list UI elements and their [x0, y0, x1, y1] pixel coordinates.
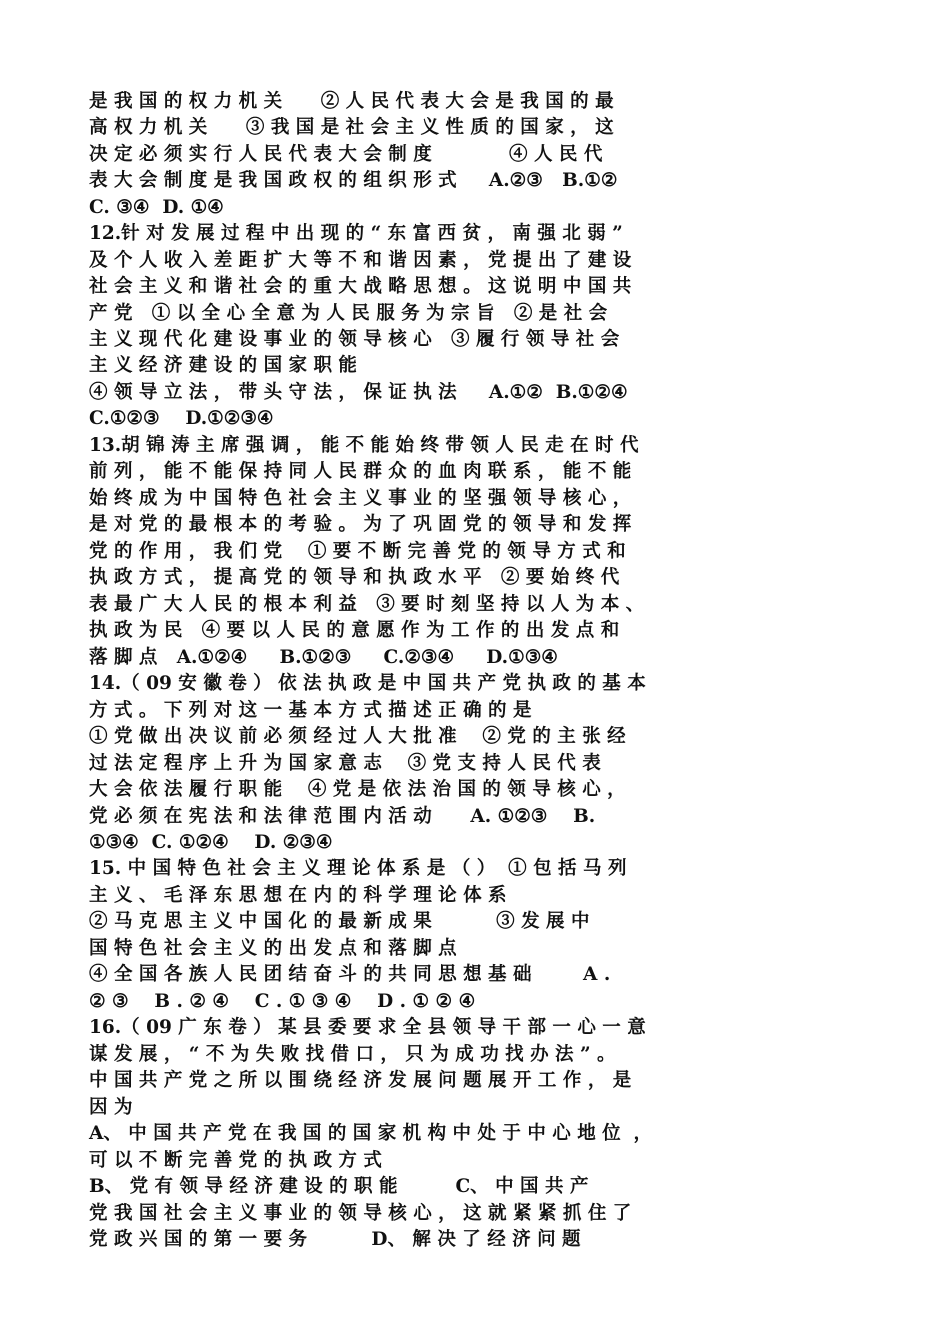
option-a: A、 中 国 共 产 党 在 我 国 的 国 家 机 构 中 处 于 中 心 地 位 ， [89, 1123, 653, 1144]
text-line: 中 国 共 产 党 之 所 以 围 绕 经 济 发 展 问 题 展 开 工 作 ， 是 [89, 1070, 632, 1091]
text-line: 党 的 作 用 ， 我 们 党 ① 要 不 断 完 善 党 的 领 导 方 式 和 [89, 541, 626, 562]
text-line: 谋 发 展 ， “ 不 为 失 败 找 借 口 ， 只 为 成 功 找 办 法 ” 。 [89, 1044, 616, 1065]
text-line: 前 列 ， 能 不 能 保 持 同 人 民 群 众 的 血 肉 联 系 ， 能 不 能 [89, 461, 632, 482]
text-line: 是 对 党 的 最 根 本 的 考 验 。 为 了 巩 固 党 的 领 导 和 发 挥 [89, 514, 632, 535]
question-15-stem: 15. 中 国 特 色 社 会 主 义 理 论 体 系 是 （ ） ① 包 括 马 列 [89, 858, 627, 879]
text-line: 高 权 力 机 关 ③ 我 国 是 社 会 主 义 性 质 的 国 家 ， 这 [89, 117, 614, 138]
question-16-stem: 16.（ 09 广 东 卷 ） 某 县 委 要 求 全 县 领 导 干 部 一 心 一 意 [89, 1017, 646, 1038]
text-line: 主 义 经 济 建 设 的 国 家 职 能 [89, 355, 357, 376]
text-line: 方 式 。 下 列 对 这 一 基 本 方 式 描 述 正 确 的 是 [89, 700, 532, 721]
question-12-stem: 12.针 对 发 展 过 程 中 出 现 的 “ 东 富 西 贫 ， 南 强 北 弱 ” [89, 223, 623, 244]
text-line: 是 我 国 的 权 力 机 关 ② 人 民 代 表 大 会 是 我 国 的 最 [89, 91, 614, 112]
text-line: 过 法 定 程 序 上 升 为 国 家 意 志 ③ 党 支 持 人 民 代 表 [89, 753, 601, 774]
option-b: B、 党 有 领 导 经 济 建 设 的 职 能 C、 中 国 共 产 [89, 1176, 589, 1197]
question-13-stem: 13.胡 锦 涛 主 席 强 调 ， 能 不 能 始 终 带 领 人 民 走 在 时 代 [89, 435, 639, 456]
text-line: 主 义 、 毛 泽 东 思 想 在 内 的 科 学 理 论 体 系 [89, 885, 507, 906]
text-line: 落 脚 点 A.①②④ B.①②③ C.②③④ D.①③④ [89, 647, 558, 668]
text-line: 执 政 为 民 ④ 要 以 人 民 的 意 愿 作 为 工 作 的 出 发 点 和 [89, 620, 620, 641]
text-line: 可 以 不 断 完 善 党 的 执 政 方 式 [89, 1150, 382, 1171]
text-line: 及 个 人 收 入 差 距 扩 大 等 不 和 谐 因 素 ， 党 提 出 了 建 设 [89, 250, 632, 271]
text-line: 党 必 须 在 宪 法 和 法 律 范 围 内 活 动 A. ①②③ B. [89, 806, 596, 827]
text-line: 产 党 ① 以 全 心 全 意 为 人 民 服 务 为 宗 旨 ② 是 社 会 [89, 303, 608, 324]
question-14-stem: 14.（ 09 安 徽 卷 ） 依 法 执 政 是 中 国 共 产 党 执 政 的 基 本 [89, 673, 646, 694]
text-line: 始 终 成 为 中 国 特 色 社 会 主 义 事 业 的 坚 强 领 导 核 心 ， [89, 488, 632, 509]
text-line: C. ③④ D. ①④ [89, 197, 224, 218]
text-line: 社 会 主 义 和 谐 社 会 的 重 大 战 略 思 想 。 这 说 明 中 国 共 [89, 276, 632, 297]
text-line: 党 政 兴 国 的 第 一 要 务 D、 解 决 了 经 济 问 题 [89, 1229, 581, 1250]
text-line: 因 为 [89, 1097, 133, 1118]
text-line: ② 马 克 思 主 义 中 国 化 的 最 新 成 果 ③ 发 展 中 [89, 911, 590, 932]
text-line: ①③④ C. ①②④ D. ②③④ [89, 832, 333, 853]
text-line: 决 定 必 须 实 行 人 民 代 表 大 会 制 度 ④ 人 民 代 [89, 144, 603, 165]
text-line: ② ③ B . ② ④ C . ① ③ ④ D . ① ② ④ [89, 991, 476, 1012]
text-line: 表 大 会 制 度 是 我 国 政 权 的 组 织 形 式 A.②③ B.①② [89, 170, 618, 191]
text-line: 表 最 广 大 人 民 的 根 本 利 益 ③ 要 时 刻 坚 持 以 人 为 本 、 [89, 594, 645, 615]
text-line: C.①②③ D.①②③④ [89, 408, 274, 429]
text-line: ④ 领 导 立 法 ， 带 头 守 法 ， 保 证 执 法 A.①② B.①②④ [89, 382, 628, 403]
text-line: 党 我 国 社 会 主 义 事 业 的 领 导 核 心 ， 这 就 紧 紧 抓 住 了 [89, 1203, 632, 1224]
text-line: ① 党 做 出 决 议 前 必 须 经 过 人 大 批 准 ② 党 的 主 张 经 [89, 726, 626, 747]
text-line: ④ 全 国 各 族 人 民 团 结 奋 斗 的 共 同 思 想 基 础 A . [89, 964, 611, 985]
text-line: 主 义 现 代 化 建 设 事 业 的 领 导 核 心 ③ 履 行 领 导 社 会 [89, 329, 620, 350]
text-line: 国 特 色 社 会 主 义 的 出 发 点 和 落 脚 点 [89, 938, 457, 959]
text-line: 执 政 方 式 ， 提 高 党 的 领 导 和 执 政 水 平 ② 要 始 终 代 [89, 567, 620, 588]
text-line: 大 会 依 法 履 行 职 能 ④ 党 是 依 法 治 国 的 领 导 核 心 ， [89, 779, 626, 800]
